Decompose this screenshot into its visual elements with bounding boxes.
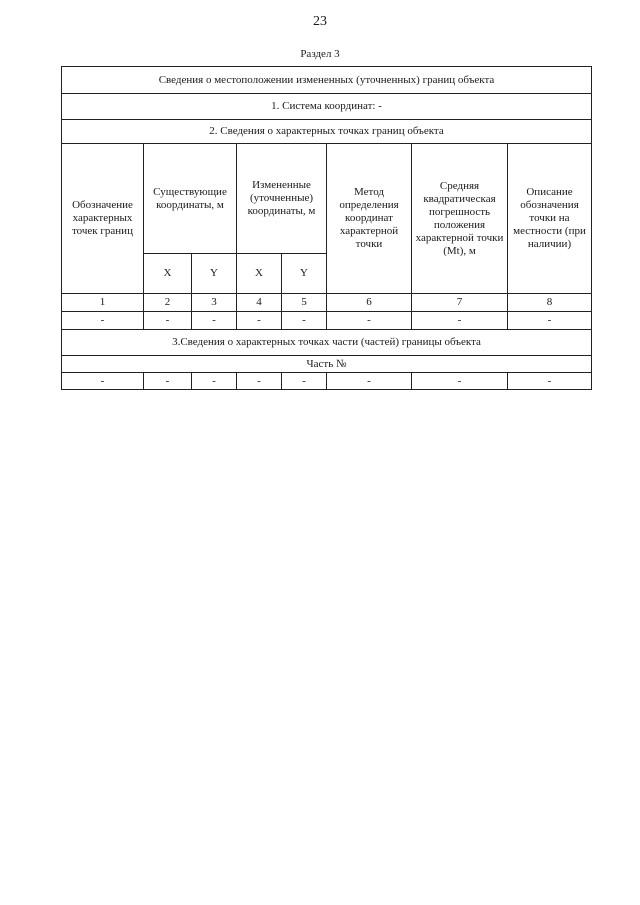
table-cell: -: [62, 312, 144, 330]
table-cell: -: [508, 373, 592, 390]
column-number-row: [62, 294, 592, 312]
table-row: [62, 373, 592, 390]
points-heading: 2. Сведения о характерных точках границ объекта: [62, 120, 592, 144]
part-points-heading-row: [62, 330, 592, 356]
table-cell: -: [144, 312, 192, 330]
header-changed-coords: Измененные (уточненные) координаты, м: [237, 144, 327, 254]
header-changed-y: Y: [282, 254, 327, 294]
column-number: 2: [144, 294, 192, 312]
header-error: Средняя квадратическая погрешность положения характерной точки (Mt), м: [412, 144, 508, 294]
table-row: [62, 312, 592, 330]
header-changed-x: X: [237, 254, 282, 294]
table-cell: -: [192, 373, 237, 390]
column-header-row: [62, 144, 592, 254]
table-cell: -: [282, 373, 327, 390]
column-number: 4: [237, 294, 282, 312]
table-title: Сведения о местоположении измененных (уточненных) границ объекта: [62, 67, 592, 94]
column-number: 5: [282, 294, 327, 312]
column-number: 3: [192, 294, 237, 312]
boundary-points-table: [61, 66, 592, 390]
column-number: 1: [62, 294, 144, 312]
column-number: 8: [508, 294, 592, 312]
table-cell: -: [412, 373, 508, 390]
part-label-row: [62, 356, 592, 373]
part-points-heading: 3.Сведения о характерных точках части (частей) границы объекта: [62, 330, 592, 356]
header-existing-y: Y: [192, 254, 237, 294]
column-number: 6: [327, 294, 412, 312]
header-method: Метод определения координат характерной точки: [327, 144, 412, 294]
table-cell: -: [412, 312, 508, 330]
header-designation: Обозначение характерных точек границ: [62, 144, 144, 294]
table-title-row: [62, 67, 592, 94]
part-label: Часть №: [62, 356, 592, 373]
table-cell: -: [327, 312, 412, 330]
column-number: 7: [412, 294, 508, 312]
table-cell: -: [282, 312, 327, 330]
header-existing-x: X: [144, 254, 192, 294]
table-cell: -: [62, 373, 144, 390]
table-cell: -: [327, 373, 412, 390]
page-number: 23: [313, 14, 327, 29]
table-cell: -: [508, 312, 592, 330]
coord-system-row: [62, 94, 592, 120]
coord-system: 1. Система координат: -: [62, 94, 592, 120]
table-cell: -: [237, 312, 282, 330]
header-description: Описание обозначения точки на местности (при наличии): [508, 144, 592, 294]
points-heading-row: [62, 120, 592, 144]
header-existing-coords: Существующие координаты, м: [144, 144, 237, 254]
table-cell: -: [192, 312, 237, 330]
table-cell: -: [237, 373, 282, 390]
table-cell: -: [144, 373, 192, 390]
section-title: Раздел 3: [300, 48, 340, 60]
